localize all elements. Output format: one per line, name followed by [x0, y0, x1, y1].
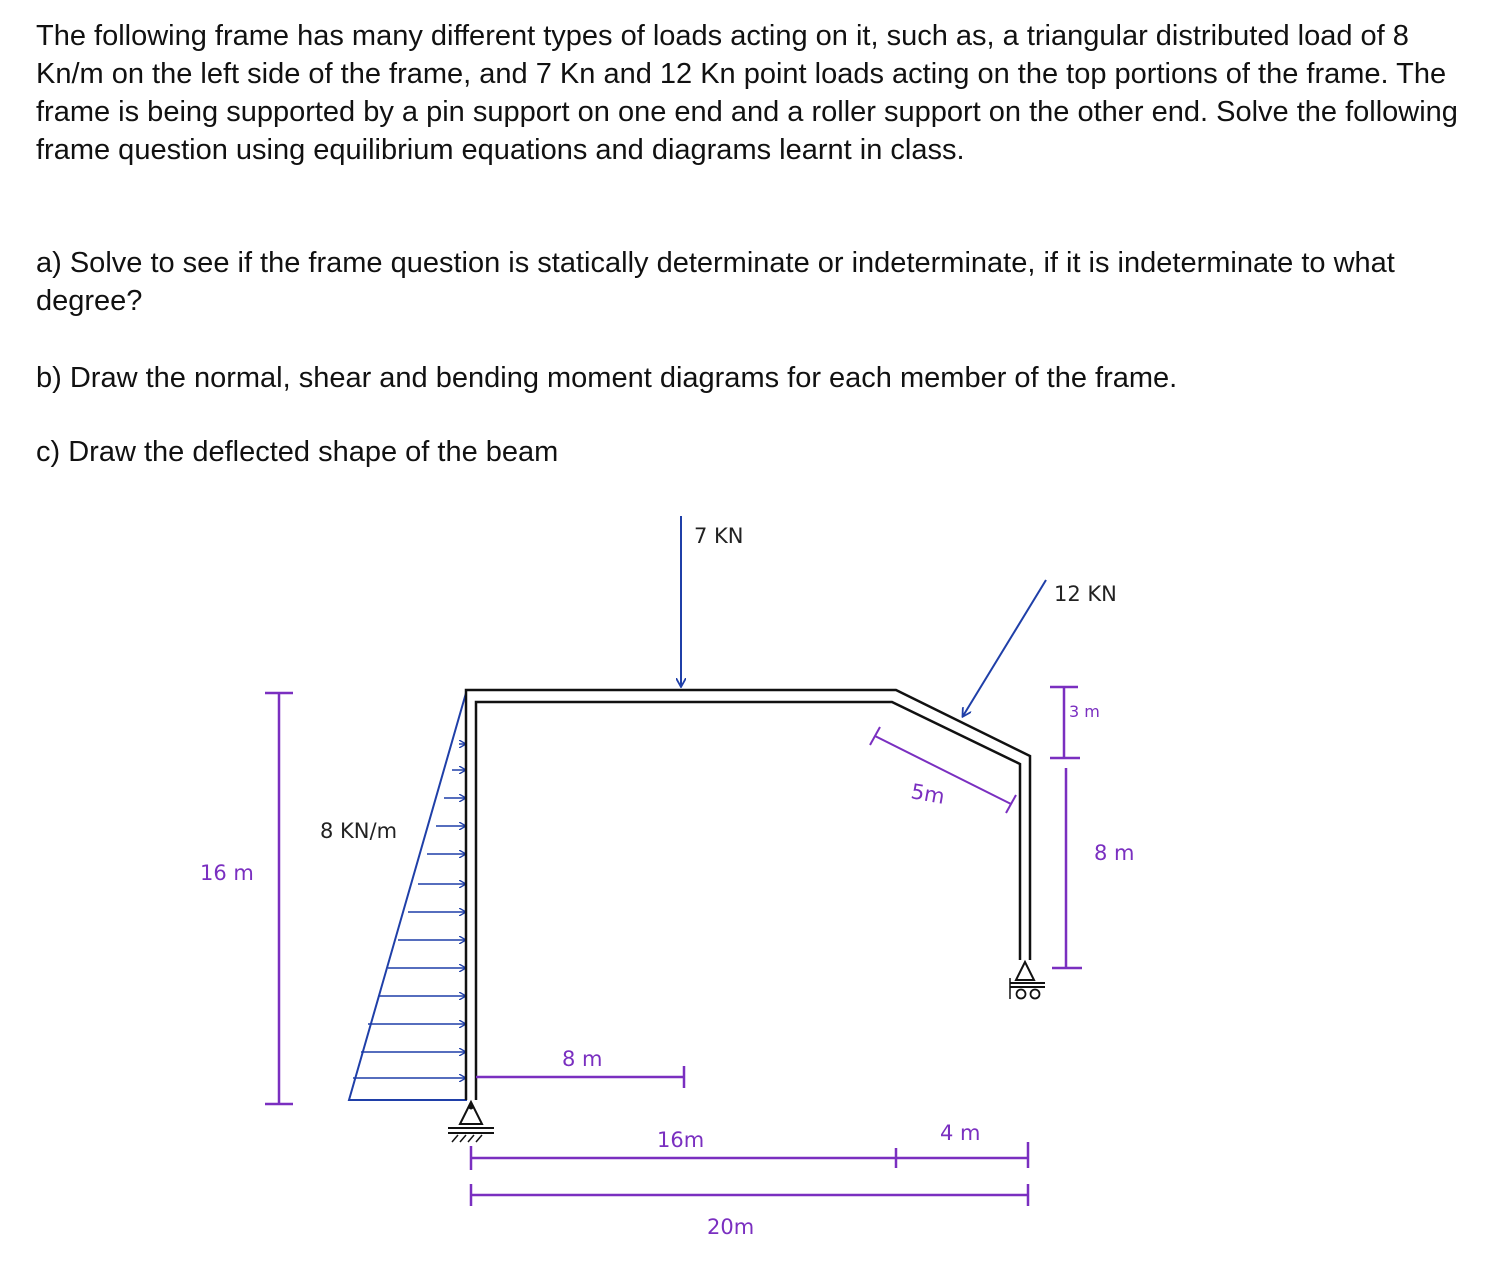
- distributed-load: [349, 693, 466, 1100]
- dimension-top-span: [471, 1142, 1028, 1170]
- dimension-total-span: [471, 1184, 1028, 1206]
- dimension-incline-horizontal-label: 4 m: [940, 1121, 981, 1145]
- frame-inner-line: [476, 702, 1020, 1100]
- dimension-right-height: [1052, 768, 1082, 968]
- dimension-incline-rise-label: 3 m: [1069, 702, 1100, 721]
- dimension-left-height-label: 16 m: [200, 861, 254, 885]
- point-load-12kn-arrow: [963, 580, 1046, 716]
- point-load-7kn-label: 7 KN: [694, 524, 744, 548]
- dimension-incline-rise: [1050, 687, 1080, 758]
- dimension-load-arm-label: 8 m: [562, 1047, 603, 1071]
- load-triangle: [349, 693, 466, 1100]
- dimension-incline-length-label: 5m: [909, 779, 947, 809]
- problem-intro: The following frame has many different types of loads acting on it, such as, a triangular distributed load of 8 Kn/m on the left side of the frame, and 7 Kn and 12 Kn point loads acting on the top portions of the frame. The frame is being supported by a pin support on one end and a roller support on the other end. Solve the following frame question using equilibrium equations and diagrams learnt in class.: [36, 20, 1458, 166]
- dimension-right-height-label: 8 m: [1094, 841, 1135, 865]
- dimension-left-height: [265, 693, 293, 1104]
- roller-support: [1010, 962, 1045, 999]
- point-load-12kn-label: 12 KN: [1054, 582, 1117, 606]
- frame-members: [466, 690, 1030, 1100]
- distributed-load-label: 8 KN/m: [320, 819, 398, 843]
- pin-support: [448, 1102, 494, 1142]
- dimension-top-span-label: 16m: [657, 1128, 705, 1152]
- question-part-a: a) Solve to see if the frame question is statically determinate or indeterminate, if it is indeterminate to what degree?: [36, 247, 1395, 317]
- frame-outer-line: [466, 690, 1030, 1100]
- dimension-total-span-label: 20m: [707, 1215, 755, 1239]
- question-part-c: c) Draw the deflected shape of the beam: [36, 436, 559, 468]
- question-part-b: b) Draw the normal, shear and bending moment diagrams for each member of the frame.: [36, 362, 1178, 394]
